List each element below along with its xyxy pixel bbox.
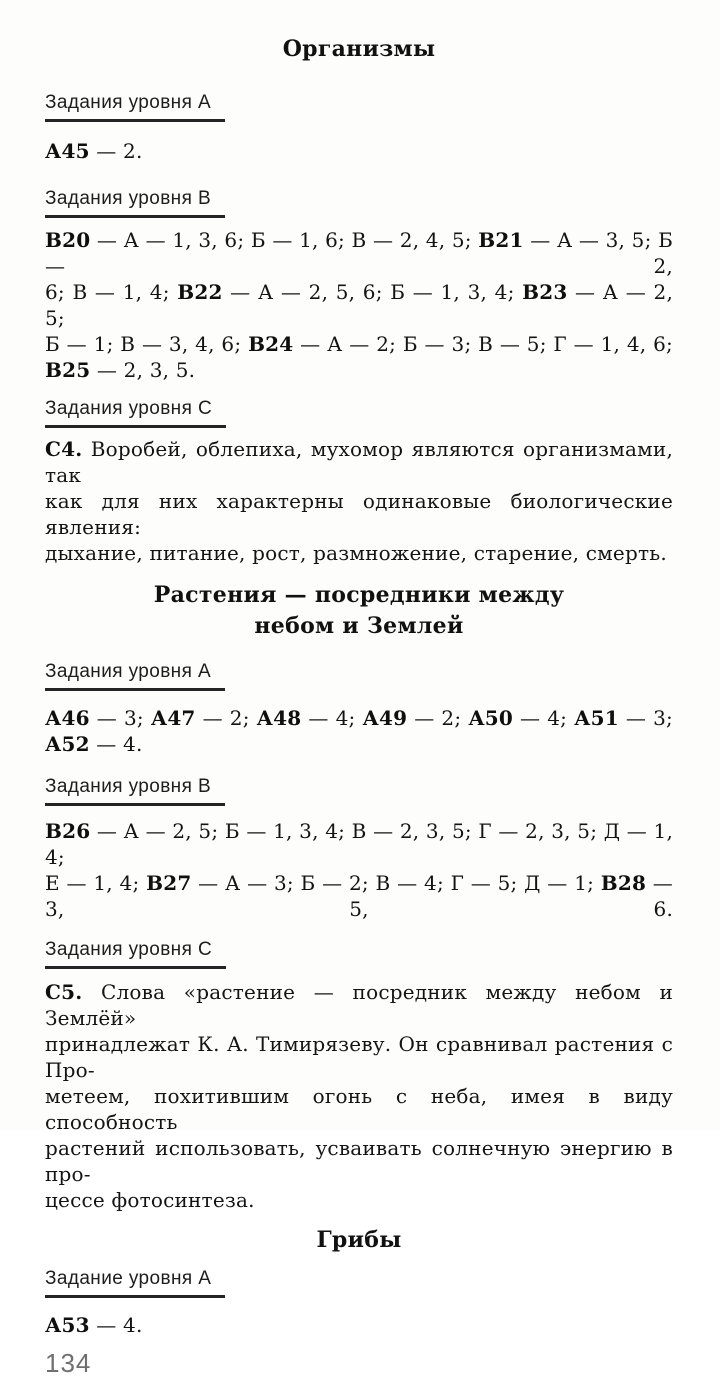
answer-text: — 4; bbox=[513, 706, 575, 730]
text-line bbox=[45, 1031, 673, 1083]
section-organisms bbox=[45, 34, 673, 566]
text-line bbox=[45, 1312, 673, 1338]
section-title-line: Грибы bbox=[316, 1227, 402, 1253]
text-line bbox=[45, 979, 673, 1031]
text-line bbox=[45, 138, 673, 164]
text-line bbox=[45, 331, 673, 357]
level-b-heading-row bbox=[45, 187, 673, 218]
text-line bbox=[45, 540, 673, 566]
answer-label: А50 bbox=[468, 706, 514, 730]
level-c-heading-row bbox=[45, 938, 673, 969]
answer-text: Слова «растение — посредник между небом и Землёй» bbox=[45, 980, 673, 1030]
answer-label: В25 bbox=[45, 358, 91, 382]
answer-label: В26 bbox=[45, 819, 91, 843]
answer-text: — А — 3, 5; Б — 2, bbox=[45, 228, 674, 278]
text-line bbox=[45, 731, 673, 757]
level-c-heading: Задания уровня С bbox=[45, 938, 226, 969]
answer-label: В20 bbox=[45, 228, 91, 252]
level-b-heading-row bbox=[45, 775, 673, 806]
answer-text: растений использовать, усваивать солнечную энергию в про- bbox=[45, 1136, 673, 1186]
answer-text: дыхание, питание, рост, размножение, старение, смерть. bbox=[45, 541, 667, 565]
answer-text: — А — 2, 5; bbox=[45, 280, 674, 330]
level-c-answer-paragraph bbox=[45, 436, 673, 566]
answer-text: — А — 3; Б — 2; В — 4; Г — 5; Д — 1; bbox=[191, 871, 601, 895]
level-a-heading: Задание уровня А bbox=[45, 1267, 225, 1298]
text-line bbox=[45, 818, 673, 870]
answer-text: — 2; bbox=[195, 706, 257, 730]
level-c-answer-paragraph bbox=[45, 979, 673, 1213]
answer-label: А51 bbox=[574, 706, 619, 730]
answer-text: как для них характерны одинаковые биологические явления: bbox=[45, 489, 673, 539]
level-a-heading-row bbox=[45, 91, 673, 122]
answer-text: — А — 2, 5; Б — 1, 3, 4; В — 2, 3, 5; Г — 2, 3, 5; Д — 1, 4; bbox=[45, 819, 673, 869]
text-line bbox=[45, 1135, 673, 1187]
level-a-answers bbox=[45, 138, 673, 164]
answer-text: цессе фотосинтеза. bbox=[45, 1188, 255, 1212]
text-line bbox=[45, 1083, 673, 1135]
answer-label: С5. bbox=[45, 980, 83, 1004]
answer-label: А52 bbox=[45, 732, 90, 756]
answer-label: В24 bbox=[248, 332, 294, 356]
section-title bbox=[45, 34, 673, 65]
answer-label: В21 bbox=[478, 228, 524, 252]
text-line bbox=[45, 870, 673, 922]
answer-label: А48 bbox=[256, 706, 302, 730]
answer-text: Е — 1, 4; bbox=[45, 871, 147, 895]
text-line bbox=[45, 705, 673, 731]
answer-text: — 2. bbox=[89, 139, 143, 163]
answer-text: Б — 1; В — 3, 4, 6; bbox=[45, 332, 249, 356]
level-a-answers bbox=[45, 705, 673, 757]
answer-label: А49 bbox=[362, 706, 408, 730]
answer-text: — 4; bbox=[301, 706, 363, 730]
answer-text: — А — 1, 3, 6; Б — 1, 6; В — 2, 4, 5; bbox=[90, 228, 479, 252]
level-c-heading: Задания уровня С bbox=[45, 397, 226, 428]
level-a-heading: Задания уровня А bbox=[45, 91, 225, 122]
level-a-heading-row bbox=[45, 660, 673, 691]
section-title-line: Организмы bbox=[282, 36, 436, 62]
answer-text: метеем, похитившим огонь с неба, имея в виду способность bbox=[45, 1084, 673, 1134]
level-b-heading: Задания уровня В bbox=[45, 187, 225, 218]
section-title-line: небом и Землей bbox=[254, 613, 464, 639]
section-plants bbox=[45, 580, 673, 1213]
answer-text: Воробей, облепиха, мухомор являются организмами, так bbox=[45, 437, 673, 487]
level-a-answers bbox=[45, 1312, 673, 1338]
text-line bbox=[45, 227, 673, 279]
answer-label: В23 bbox=[522, 280, 568, 304]
answer-text: — 4. bbox=[89, 1313, 143, 1337]
answer-text: — 3; bbox=[618, 706, 673, 730]
section-title-line: Растения — посредники между bbox=[153, 582, 565, 608]
answer-text: — 4. bbox=[89, 732, 143, 756]
answer-label: А47 bbox=[150, 706, 196, 730]
answer-label: А45 bbox=[45, 139, 90, 163]
text-line bbox=[45, 1187, 673, 1213]
answer-text: — А — 2; Б — 3; В — 5; Г — 1, 4, 6; bbox=[293, 332, 673, 356]
level-a-heading: Задания уровня А bbox=[45, 660, 225, 691]
section-title bbox=[45, 1225, 673, 1256]
page-number: 134 bbox=[45, 1348, 92, 1378]
answer-label: А53 bbox=[45, 1313, 90, 1337]
answer-label: В27 bbox=[146, 871, 192, 895]
answer-label: С4. bbox=[45, 437, 83, 461]
section-title bbox=[45, 580, 673, 642]
answer-text: — 2, 3, 5. bbox=[90, 358, 196, 382]
answer-label: В28 bbox=[600, 871, 647, 895]
text-line bbox=[45, 357, 673, 383]
level-a-heading-row bbox=[45, 1267, 673, 1298]
answer-label: А46 bbox=[45, 706, 90, 730]
level-b-heading: Задания уровня В bbox=[45, 775, 225, 806]
level-b-answers bbox=[45, 818, 673, 922]
text-line bbox=[45, 488, 673, 540]
answer-text: — 2; bbox=[407, 706, 469, 730]
level-c-heading-row bbox=[45, 397, 673, 428]
level-b-answers bbox=[45, 227, 673, 383]
answer-text: — А — 2, 5, 6; Б — 1, 3, 4; bbox=[222, 280, 523, 304]
answer-text: — 3, 5, 6. bbox=[45, 871, 673, 921]
text-line bbox=[45, 436, 673, 488]
text-line bbox=[45, 279, 673, 331]
answer-text: 6; В — 1, 4; bbox=[45, 280, 178, 304]
answer-label: В22 bbox=[177, 280, 223, 304]
answer-text: — 3; bbox=[89, 706, 151, 730]
section-mushrooms bbox=[45, 1225, 673, 1338]
answer-text: принадлежат К. А. Тимирязеву. Он сравнивал растения с Про- bbox=[45, 1032, 673, 1082]
